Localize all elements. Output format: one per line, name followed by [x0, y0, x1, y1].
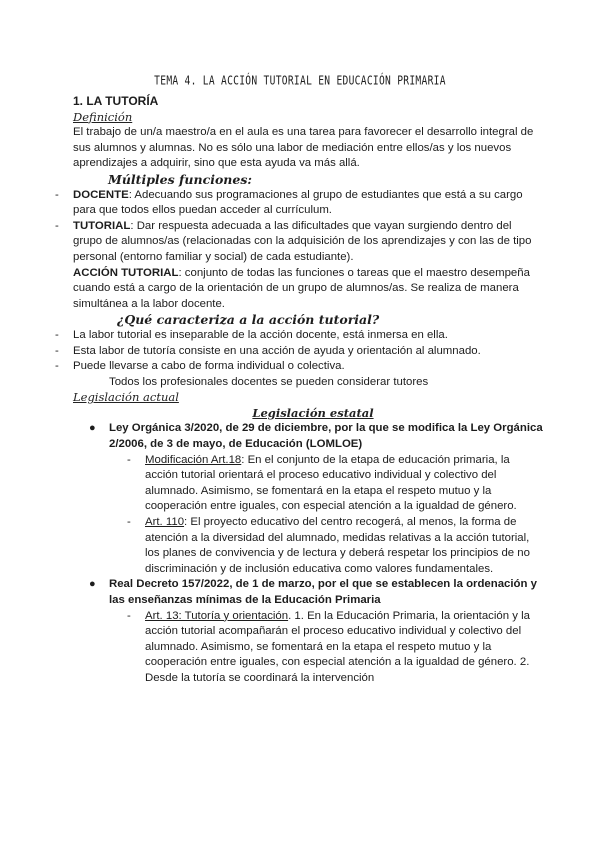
accion-text: : conjunto de todas las funciones o tareas que el maestro desempeña cuando está a cargo de la orientación de un grupo de alumnos/as. Se realiza de manera simultánea a la labor docente.: [73, 266, 530, 310]
ley-text: : En el conjunto de la etapa de educación primaria, la acción tutorial orientará el proceso educativo individual y colectivo del alumnado. Asimismo, se fomentará en la etapa el respeto mutuo y la cooperación entre iguales, con especial atención a la igualdad de género.: [145, 453, 517, 513]
caracteriza-label: ¿Qué caracteriza a la acción tutorial?: [117, 312, 380, 328]
list-item: [73, 188, 543, 219]
ley-ref: Art. 110: [145, 516, 185, 529]
list-item: [145, 453, 543, 515]
ley-text: . 1. En la Educación Primaria, la orientación y la acción tutorial acompañarán el proceso educativo individual y colectivo del alumnado. Asimismo, se fomentará en la etapa el respeto mutuo y la cooperación entre iguales, con especial atención a la igualdad de género. 2. Desde la tutoría se coordinará la intervención: [145, 609, 530, 684]
list-item: [73, 421, 543, 577]
list-item: - Esta labor de tutoría consiste en una acción de ayuda y orientación al alumnado.: [73, 344, 543, 360]
funciones-label: Múltiples funciones:: [108, 171, 252, 187]
list-item: [145, 515, 543, 577]
list-item: - Puede llevarse a cabo de forma individual o colectiva.: [73, 359, 543, 375]
funcion-text: : Dar respuesta adecuada a las dificultades que vayan surgiendo dentro del grupo de alumnos/as (relacionadas con la adquisición de los aprendizajes y con las de tipo personal (entorno familiar y social) de cada estudiante).: [73, 219, 532, 263]
ley-ref: Art. 13: Tutoría y orientación: [145, 609, 289, 622]
tutores-note: Todos los profesionales docentes se pueden considerar tutores: [109, 375, 429, 388]
list-item: [73, 219, 543, 266]
funciones-list: [73, 188, 543, 266]
ley-items: [109, 453, 543, 578]
ley-title: Real Decreto 157/2022, de 1 de marzo, por el que se establecen la ordenación y las enseñanzas mínimas de la Educación Primaria: [109, 578, 537, 606]
accion-tutorial-paragraph: [73, 266, 543, 313]
estatal-label: Legislación estatal: [252, 405, 374, 420]
list-item: [73, 577, 543, 686]
document-title: TEMA 4. LA ACCIÓN TUTORIAL EN EDUCACIÓN PRIMARIA: [154, 74, 446, 89]
accion-term: ACCIÓN TUTORIAL: [73, 266, 179, 279]
funcion-term: DOCENTE: [73, 188, 129, 201]
ley-ref: Modificación Art.18: [145, 453, 242, 466]
caracteriza-list: [73, 328, 543, 375]
list-item: - La labor tutorial es inseparable de la acción docente, está inmersa en ella.: [73, 328, 543, 344]
leyes-list: [73, 421, 543, 686]
list-item: [145, 609, 543, 687]
definicion-label: Definición: [73, 109, 133, 124]
definicion-text: El trabajo de un/a maestro/a en el aula es una tarea para favorecer el desarrollo integral de sus alumnos y alumnas. No es sólo una labor de mediación entre ellos/as y los nuevos aprendizajes a adquirir, sino que esta ayuda va más allá.: [73, 126, 534, 170]
document-body: [73, 94, 543, 687]
bullet-icon: ●: [89, 578, 96, 591]
legislacion-label: Legislación actual: [73, 390, 179, 405]
ley-text: : El proyecto educativo del centro recogerá, al menos, la forma de atención a la diversidad del alumnado, medidas relativas a la acción tutorial, los planes de convivencia y de lectura y deberá respetar los principios de no discriminación y de inclusión educativa como valores fundamentales.: [145, 516, 530, 575]
bullet-icon: ●: [89, 422, 96, 435]
ley-items: [109, 609, 543, 687]
ley-title: Ley Orgánica 3/2020, de 29 de diciembre, por la que se modifica la Ley Orgánica 2/2006, de 3 de mayo, de Educación (LOMLOE): [109, 422, 543, 451]
section-heading: 1. LA TUTORÍA: [73, 94, 159, 108]
funcion-term: TUTORIAL: [73, 219, 131, 232]
funcion-text: : Adecuando sus programaciones al grupo de estudiantes que está a su cargo para que todos ellos puedan acceder al currículum.: [73, 188, 523, 217]
